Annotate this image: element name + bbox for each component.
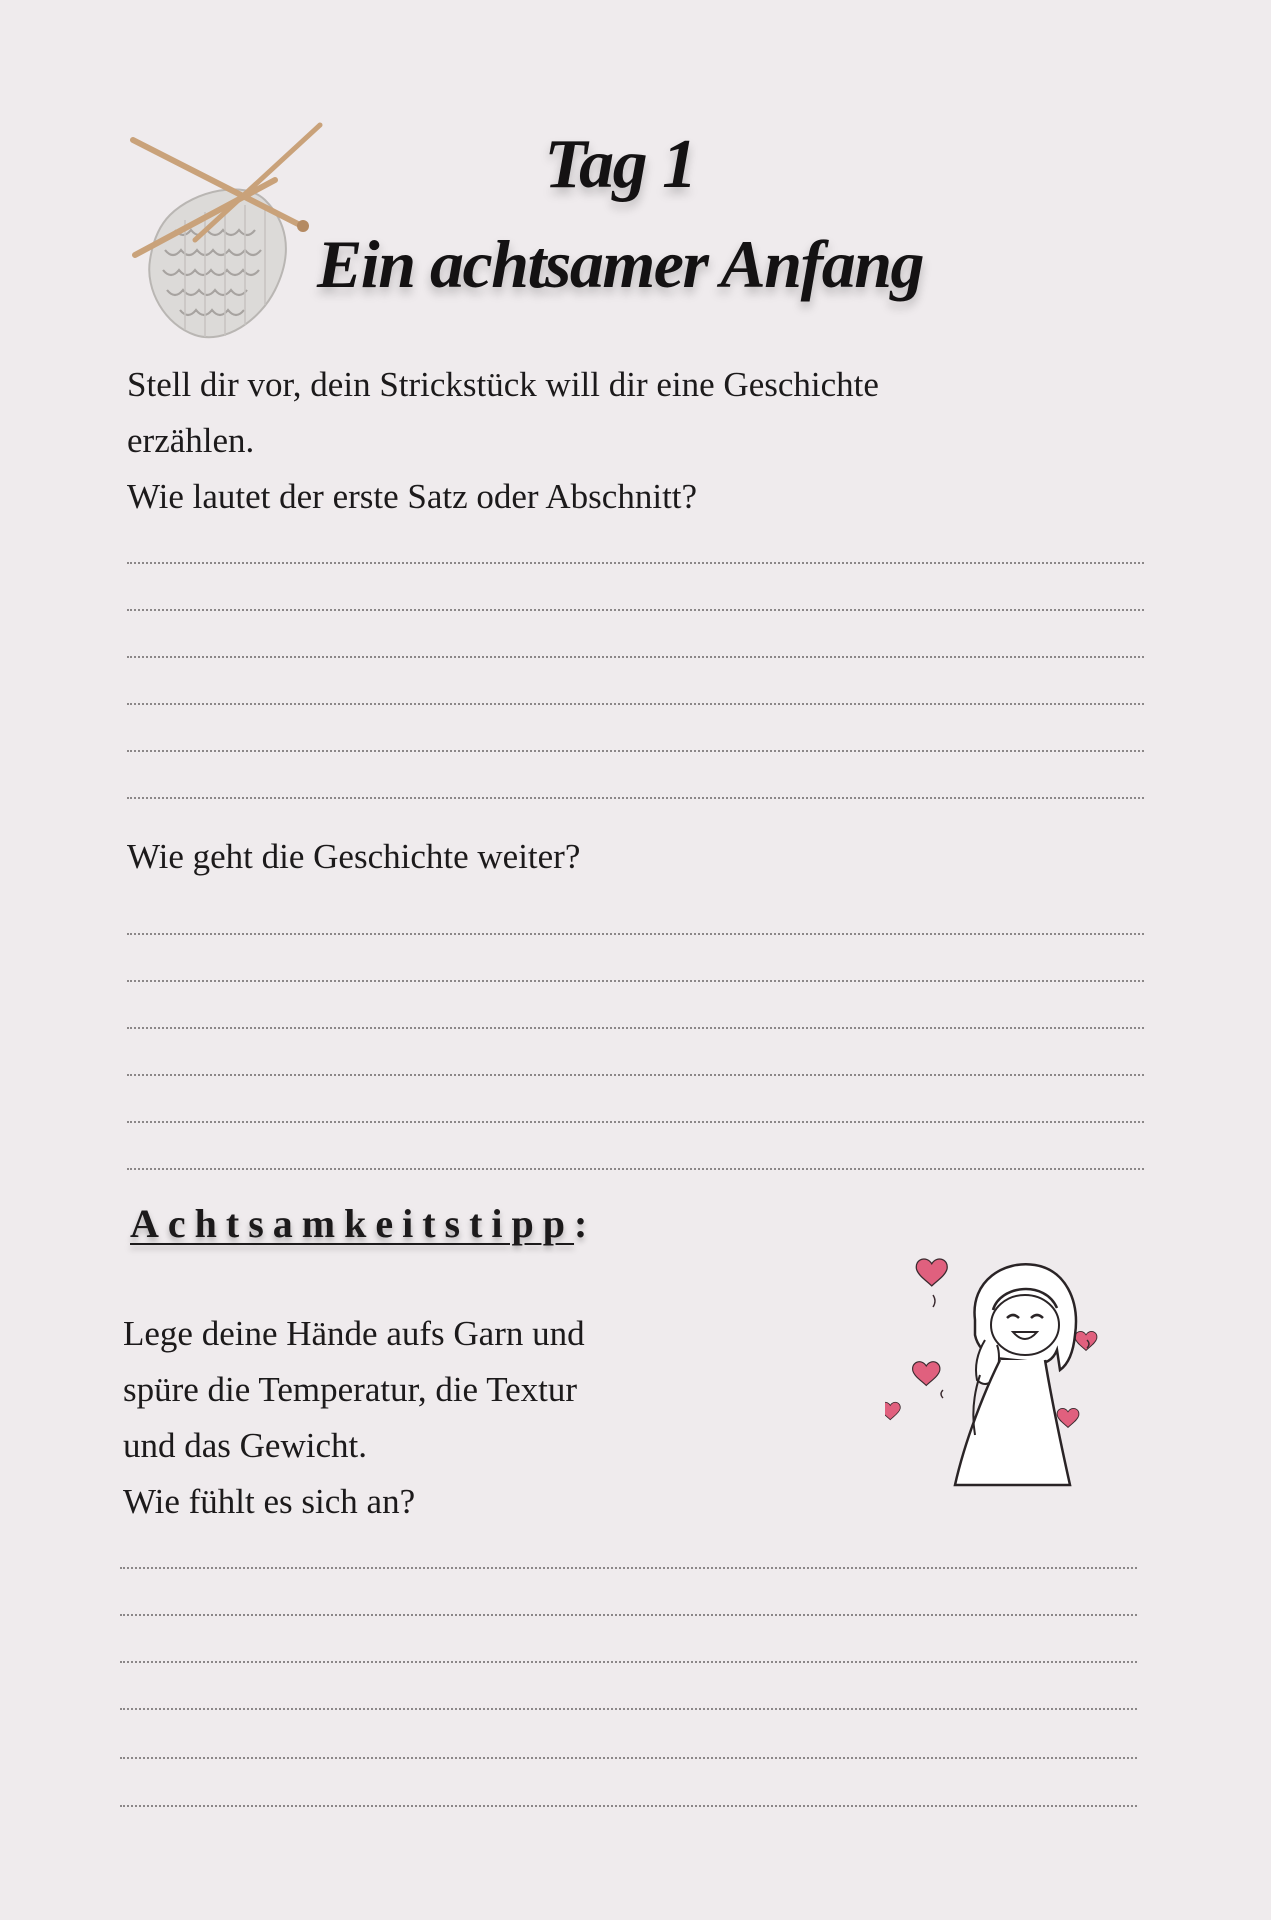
writing-line[interactable] <box>120 1708 1137 1710</box>
prompt-line: erzählen. <box>127 421 255 460</box>
happy-girl-illustration <box>885 1240 1115 1500</box>
writing-line[interactable] <box>127 609 1144 611</box>
writing-line[interactable] <box>120 1805 1137 1807</box>
writing-line[interactable] <box>127 562 1144 564</box>
prompt-line: Wie geht die Geschichte weiter? <box>127 837 581 876</box>
tip-heading-text: Achtsamkeitstipp <box>130 1201 575 1246</box>
tip-heading <box>130 1200 596 1247</box>
writing-line[interactable] <box>127 656 1144 658</box>
writing-line[interactable] <box>127 797 1144 799</box>
title-subtitle: Ein achtsamer Anfang <box>316 226 924 302</box>
writing-line[interactable] <box>127 1074 1144 1076</box>
tip-heading-colon: : <box>574 1201 597 1246</box>
prompt-line: Stell dir vor, dein Strickstück will dir eine Geschichte <box>127 365 879 404</box>
knitting-needles-icon <box>125 120 325 350</box>
writing-line[interactable] <box>120 1614 1137 1616</box>
writing-line[interactable] <box>127 1027 1144 1029</box>
tip-line: und das Gewicht. <box>123 1426 367 1465</box>
writing-line[interactable] <box>127 933 1144 935</box>
writing-line[interactable] <box>127 703 1144 705</box>
writing-line[interactable] <box>127 750 1144 752</box>
prompt-story-start <box>127 357 879 525</box>
tip-line: spüre die Temperatur, die Textur <box>123 1370 578 1409</box>
writing-line[interactable] <box>127 1168 1144 1170</box>
writing-line[interactable] <box>127 980 1144 982</box>
writing-line[interactable] <box>120 1567 1137 1569</box>
tip-line: Lege deine Hände aufs Garn und <box>123 1314 585 1353</box>
tip-line: Wie fühlt es sich an? <box>123 1482 416 1521</box>
writing-line[interactable] <box>120 1661 1137 1663</box>
writing-line[interactable] <box>127 1121 1144 1123</box>
prompt-line: Wie lautet der erste Satz oder Abschnitt? <box>127 477 698 516</box>
prompt-story-continue <box>127 829 580 885</box>
title-day: Tag 1 <box>544 126 696 203</box>
page-title <box>300 126 940 302</box>
tip-text <box>123 1306 585 1530</box>
writing-line[interactable] <box>120 1757 1137 1759</box>
